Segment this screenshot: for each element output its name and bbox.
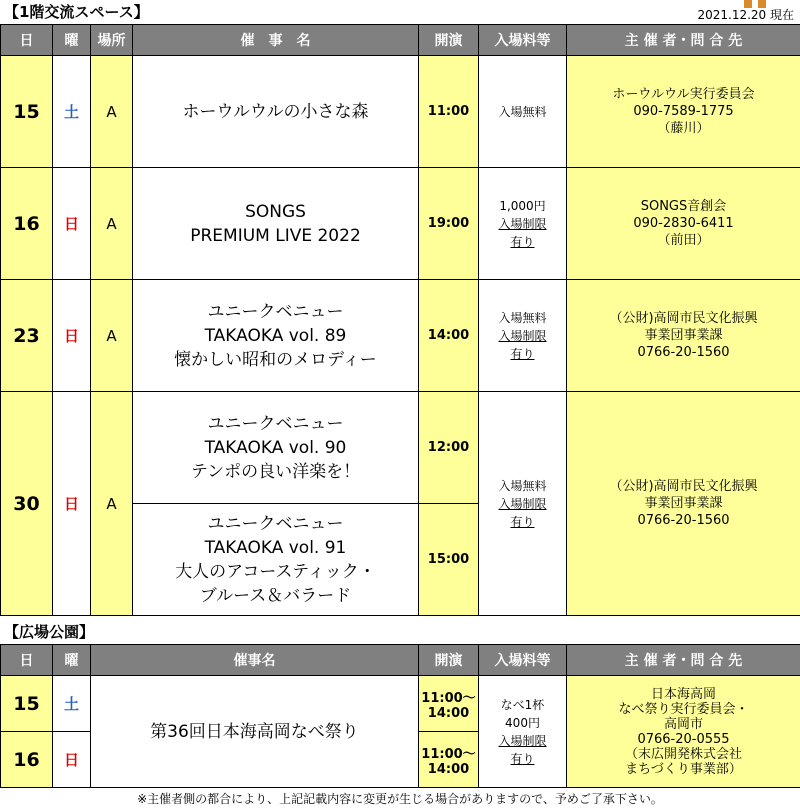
table-row [1,56,800,168]
time-line: 14:00 [427,761,470,777]
event-line: ユニークベニュー [207,513,344,534]
place-cell: A [91,280,133,392]
time-cell [419,676,479,732]
organizer-cell [567,392,800,616]
event-line: ユニークベニュー [207,301,344,322]
fee-cell [479,676,567,788]
place-cell: A [91,56,133,168]
event-cell: ホーウルウルの小さな森 [133,56,419,168]
header-fee: 入場料等 [479,25,567,56]
event-line: 懐かしい昭和のメロディー [174,349,377,370]
fee-limit: 入場制限 [498,496,547,511]
fee-limit: 入場制限 [498,328,547,343]
organizer-cell [567,56,800,168]
header-place: 場所 [91,25,133,56]
organizer-line: まちづくり事業部） [625,761,742,777]
event-cell [133,504,419,616]
dow-cell: 土 [53,56,91,168]
organizer-dept: 事業団事業課 [644,496,723,511]
event-cell: 第36回日本海高岡なべ祭り [91,676,419,788]
organizer-phone: 0766-20-1560 [637,345,730,360]
table-header [1,25,800,56]
header-event: 催 事 名 [133,25,419,56]
time-cell [419,732,479,788]
day-cell: 16 [1,168,53,280]
dow-cell: 土 [53,676,91,732]
day-cell: 30 [1,392,53,616]
day-cell: 15 [1,56,53,168]
dow-cell: 日 [53,732,91,788]
dow-cell: 日 [53,168,91,280]
footnote: ※主催者側の都合により、上記記載内容に変更が生じる場合がありますので、予めご了承下さい。 [137,792,663,806]
day-cell: 23 [1,280,53,392]
organizer-cell [567,280,800,392]
fee-limit: 入場制限 [498,733,547,748]
schedule-table-park [0,644,800,788]
fee-limit-yes: 有り [510,234,535,249]
place-cell: A [91,168,133,280]
organizer-line: 高岡市 [663,716,703,732]
fee-price: 400円 [505,715,540,730]
schedule-table-1f [0,24,800,616]
organizer-line: （末広開発株式会社 [624,746,742,762]
organizer-contact: （前田） [657,233,710,248]
time-line: 14:00 [427,705,470,721]
header-day: 日 [1,645,53,676]
day-cell: 16 [1,732,53,788]
organizer-cell [567,168,800,280]
time-line: 11:00～ [421,746,476,762]
organizer-cell [567,676,800,788]
event-line: TAKAOKA vol. 90 [204,437,347,458]
organizer-contact: （藤川） [657,121,710,136]
organizer-phone: 0766-20-0555 [637,731,730,747]
fee-price: 入場無料 [498,478,547,493]
dow-cell: 日 [53,280,91,392]
day-cell: 15 [1,676,53,732]
header-time: 開演 [419,25,479,56]
fee-cell [479,392,567,616]
organizer-phone: 090-7589-1775 [633,104,734,119]
event-line: PREMIUM LIVE 2022 [190,225,361,246]
header-dow: 曜 [53,645,91,676]
time-cell: 19:00 [419,168,479,280]
section1-title: 【1階交流スペース】 [4,3,149,21]
header-event: 催事名 [91,645,419,676]
event-line: TAKAOKA vol. 91 [204,537,347,558]
place-cell: A [91,392,133,616]
fee-cell [479,56,567,168]
section2-title: 【広場公園】 [4,623,95,641]
organizer-phone: 090-2830-6411 [633,216,734,231]
time-cell: 11:00 [419,56,479,168]
event-line: SONGS [245,201,306,222]
table-header [1,645,800,676]
fee-price: 1,000円 [499,198,546,213]
event-cell [133,168,419,280]
table-row [1,168,800,280]
organizer-name: （公財)高岡市民文化振興 [609,479,758,494]
fee-price: 入場無料 [498,310,547,325]
header-organizer: 主 催 者・問 合 先 [567,645,800,676]
organizer-name: （公財)高岡市民文化振興 [609,311,758,326]
event-cell [133,280,419,392]
event-line: TAKAOKA vol. 89 [204,325,347,346]
dow-cell: 日 [53,392,91,616]
fee-cell [479,280,567,392]
fee-line: なべ1杯 [500,697,545,712]
fee-limit: 入場制限 [498,216,547,231]
event-line: ブルース＆バラード [199,585,352,606]
organizer-name: ホーウルウル実行委員会 [612,87,755,102]
header-day: 日 [1,25,53,56]
time-cell: 12:00 [419,392,479,504]
organizer-line: 日本海高岡 [650,686,716,702]
organizer-dept: 事業団事業課 [644,328,723,343]
fee-limit-yes: 有り [510,346,535,361]
fee-limit-yes: 有り [510,514,535,529]
time-line: 11:00～ [421,690,476,706]
fee-text: 入場無料 [498,104,547,119]
header-dow: 曜 [53,25,91,56]
organizer-phone: 0766-20-1560 [637,513,730,528]
header-fee: 入場料等 [479,645,567,676]
header-time: 開演 [419,645,479,676]
table-row [1,676,800,732]
time-cell: 14:00 [419,280,479,392]
table-row [1,392,800,504]
fee-cell [479,168,567,280]
header-organizer: 主 催 者・問 合 先 [567,25,800,56]
event-cell [133,392,419,504]
as-of-date: 2021.12.20 現在 [697,8,794,22]
organizer-name: SONGS音創会 [640,199,727,214]
event-line: テンポの良い洋楽を！ [190,461,361,482]
table-row [1,280,800,392]
event-line: 大人のアコースティック・ [175,561,376,582]
time-cell: 15:00 [419,504,479,616]
organizer-line: なべ祭り実行委員会・ [618,701,749,717]
fee-limit-yes: 有り [510,751,535,766]
event-line: ユニークベニュー [207,413,344,434]
